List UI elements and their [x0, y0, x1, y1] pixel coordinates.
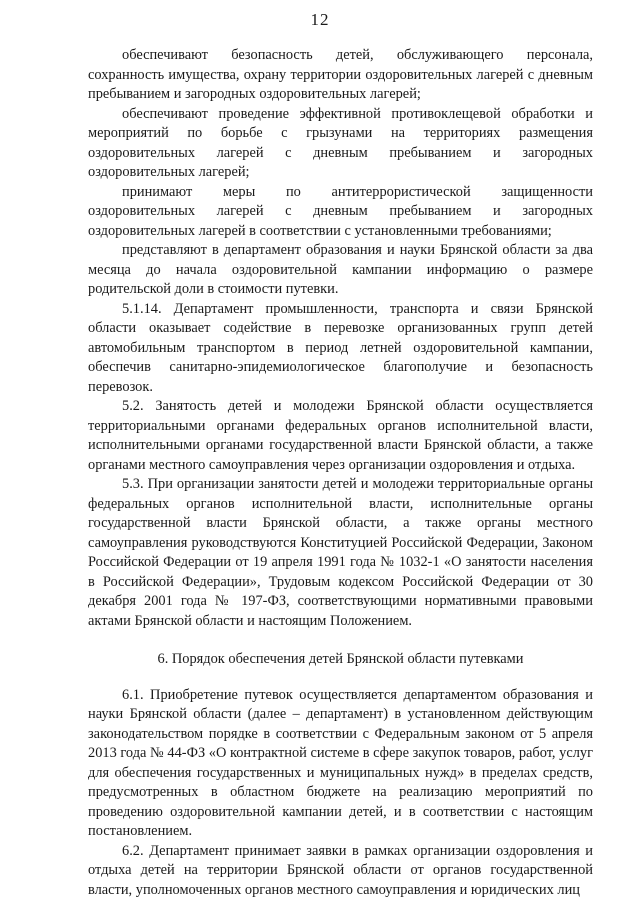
paragraph: 6.1. Приобретение путевок осуществляется департаментом образования и науки Брянской области (далее – департамент) в установленном действующим законодательством порядке в соответствии с Федеральным законом от 5 апреля 2013 года № 44-ФЗ «О контрактной системе в сфере закупок товаров, работ, услуг для обеспечения государственных и муниципальных нужд» в пределах средств, предусмотренных в областном бюджете на реализацию мероприятий по проведению оздоровительной кампании детей, и в соответствии с настоящим постановлением. [88, 686, 593, 839]
paragraph: принимают меры по антитеррористической защищенности оздоровительных лагерей с дневным пребыванием и загородных оздоровительных лагерей в соответствии с установленными требованиями; [88, 183, 593, 239]
document-body [88, 46, 593, 900]
paragraph: 5.1.14. Департамент промышленности, транспорта и связи Брянской области оказывает содействие в перевозке организованных групп детей автомобильным транспортом в период летней оздоровительной кампании, обеспечив санитарно-эпидемиологическое благополучие и безопасность перевозок. [88, 300, 593, 395]
paragraph: 5.3. При организации занятости детей и молодежи территориальные органы федеральных органов исполнительной власти, исполнительные органы государственной власти Брянской области, а также органы местного самоуправления руководствуются Конституцией Российской Федерации, Законом Российской Федерации от 19 апреля 1991 года № 1032-1 «О занятости населения в Российской Федерации», Трудовым кодексом Российской Федерации от 30 декабря 2001 года № 197-ФЗ, соответствующими нормативными правовыми актами Брянской области и настоящим Положением. [88, 476, 593, 629]
paragraph: обеспечивают безопасность детей, обслуживающего персонала, сохранность имущества, охрану территории оздоровительных лагерей с дневным пребыванием и загородных оздоровительных лагерей; [88, 47, 593, 102]
paragraph: представляют в департамент образования и науки Брянской области за два месяца до начала оздоровительной кампании информацию о размере родительской доли в стоимости путевки. [88, 242, 593, 297]
section-heading: 6. Порядок обеспечения детей Брянской области путевками [157, 651, 524, 667]
paragraph: 5.2. Занятость детей и молодежи Брянской области осуществляется территориальными органами федеральных органов исполнительной власти, исполнительными органами государственной власти Брянской области, а также органами местного самоуправления через организации оздоровления и отдыха. [88, 398, 593, 473]
paragraph: 6.2. Департамент принимает заявки в рамках организации оздоровления и отдыха детей на территории Брянской области от органов государственной власти, уполномоченных органов местного самоуправления и юридических лиц [88, 842, 593, 898]
paragraph: обеспечивают проведение эффективной противоклещевой обработки и мероприятий по борьбе с грызунами на территориях размещения оздоровительных лагерей с дневным пребыванием и загородных оздоровительных лагерей; [88, 105, 593, 180]
page-number: 12 [310, 10, 330, 29]
